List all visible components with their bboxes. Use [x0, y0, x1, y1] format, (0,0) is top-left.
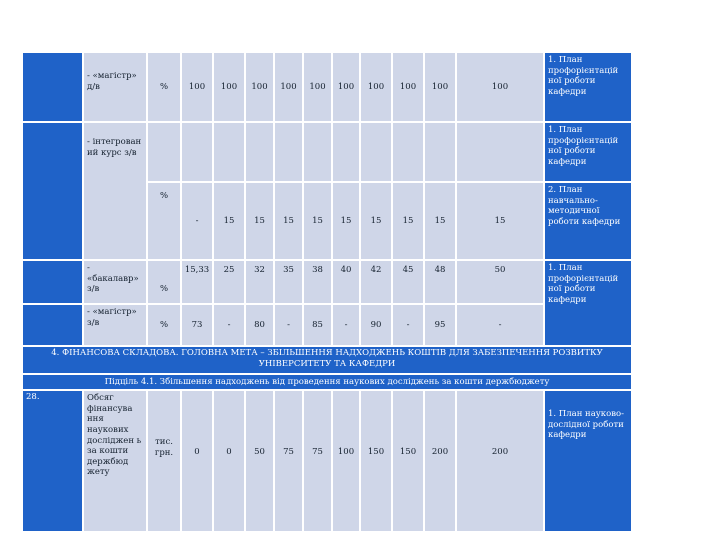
value-text: -	[287, 319, 290, 330]
value-text: 150	[367, 447, 385, 457]
value-cell	[303, 182, 332, 260]
unit-cell	[147, 122, 181, 182]
value-cell	[213, 52, 245, 122]
value-cell	[181, 122, 213, 182]
value-cell	[424, 260, 456, 304]
plan-cell	[544, 52, 632, 122]
value-text: 100	[309, 81, 326, 92]
plan-text: 1. План науково-дослідної роботи кафедри	[548, 409, 624, 441]
value-text: 15	[223, 215, 235, 226]
value-text: 80	[254, 319, 265, 330]
value-text: 38	[312, 265, 323, 275]
value-cell	[181, 182, 213, 260]
value-text: 15	[312, 215, 323, 226]
value-text: 200	[491, 447, 509, 457]
value-cell	[245, 52, 274, 122]
value-text: 45	[402, 265, 414, 275]
value-cell	[424, 52, 456, 122]
value-text: -	[195, 215, 199, 226]
value-cell	[245, 304, 274, 346]
value-text: 50	[494, 265, 506, 275]
number-cell	[22, 304, 83, 346]
value-text: 15	[340, 215, 352, 226]
value-cell	[303, 122, 332, 182]
unit-cell	[147, 390, 181, 532]
value-text: 150	[399, 447, 417, 457]
value-cell	[360, 122, 392, 182]
unit-cell	[147, 52, 181, 122]
unit-text: %	[159, 81, 169, 92]
plan-cell	[544, 260, 632, 346]
value-text: 85	[312, 319, 323, 330]
value-cell	[303, 52, 332, 122]
value-cell	[303, 260, 332, 304]
value-cell	[424, 182, 456, 260]
value-text: 0	[194, 447, 200, 457]
unit-cell	[147, 260, 181, 304]
value-cell	[181, 52, 213, 122]
indicator-label	[83, 52, 147, 122]
number-cell	[22, 390, 83, 532]
value-cell	[392, 52, 424, 122]
value-cell	[456, 260, 544, 304]
value-cell	[332, 122, 360, 182]
value-text: 95	[434, 319, 446, 330]
value-text: 50	[254, 447, 265, 457]
value-cell	[392, 260, 424, 304]
value-text: 15,33	[184, 265, 210, 275]
plan-text: 2. План навчально-методичної роботи кафедри	[548, 185, 621, 227]
value-text: 100	[399, 81, 417, 92]
value-text: 32	[254, 265, 265, 275]
value-text: 100	[491, 81, 509, 92]
value-text: 100	[220, 81, 238, 92]
value-cell	[360, 390, 392, 532]
unit-cell	[147, 304, 181, 346]
value-text: 42	[370, 265, 382, 275]
indicator-label-text: Обсяг фінансува ння наукових досліджен ь за кошти держбюд жету	[87, 393, 142, 478]
value-text: 75	[283, 447, 294, 457]
section-title: 4. ФІНАНСОВА СКЛАДОВА. ГОЛОВНА МЕТА – ЗБІЛЬШЕННЯ НАДХОДЖЕНЬ КОШТІВ ДЛЯ ЗАБЕЗПЕЧЕННЯ РОЗВИТКУ УНІВЕРСИТЕТУ ТА КАФЕДРИ	[51, 348, 603, 369]
value-text: -	[227, 319, 231, 330]
value-text: 90	[370, 319, 382, 330]
value-text: 15	[283, 215, 294, 226]
value-text: 100	[188, 81, 206, 92]
value-cell	[245, 182, 274, 260]
value-cell	[456, 390, 544, 532]
value-cell	[332, 260, 360, 304]
value-cell	[274, 260, 303, 304]
value-cell	[360, 304, 392, 346]
value-cell	[392, 390, 424, 532]
value-cell	[360, 52, 392, 122]
value-cell	[332, 182, 360, 260]
value-cell	[213, 182, 245, 260]
indicator-label	[83, 390, 147, 532]
indicator-label-text: - «магістр» д/в	[87, 71, 137, 92]
value-cell	[424, 304, 456, 346]
indicator-label-text: - інтегрован ий курс з/в	[87, 137, 142, 158]
plan-cell	[544, 182, 632, 260]
value-cell	[360, 182, 392, 260]
value-text: 100	[367, 81, 385, 92]
plan-text: 1. План профорієнтацій ної роботи кафедри	[548, 55, 619, 97]
value-cell	[274, 182, 303, 260]
value-cell	[456, 304, 544, 346]
plan-cell	[544, 122, 632, 182]
value-cell	[456, 182, 544, 260]
value-text: 48	[434, 265, 446, 275]
value-cell	[274, 304, 303, 346]
unit-text: тис. грн.	[154, 437, 174, 458]
value-cell	[181, 260, 213, 304]
number-cell	[22, 122, 83, 260]
indicator-label	[83, 122, 147, 260]
value-text: 35	[283, 265, 294, 275]
value-cell	[360, 260, 392, 304]
value-text: 15	[494, 215, 506, 226]
value-text: 100	[280, 81, 297, 92]
value-text: 100	[431, 81, 449, 92]
value-cell	[424, 390, 456, 532]
value-text: 15	[370, 215, 382, 226]
value-text: 200	[431, 447, 449, 457]
value-cell	[213, 260, 245, 304]
unit-text: %	[159, 319, 169, 330]
plan-text: 1. План профорієнтацій ної роботи кафедри	[548, 263, 619, 305]
value-text: 75	[312, 447, 323, 457]
value-cell	[424, 122, 456, 182]
value-text: 25	[223, 265, 235, 275]
indicator-label	[83, 260, 147, 304]
value-text: 100	[337, 447, 355, 457]
plan-cell	[544, 390, 632, 532]
indicator-label-text: - «магістр» з/в	[87, 307, 137, 328]
value-text: 73	[191, 319, 203, 330]
unit-text: %	[159, 191, 169, 201]
value-cell	[332, 390, 360, 532]
value-text: 15	[254, 215, 265, 226]
number-cell	[22, 260, 83, 304]
value-cell	[392, 304, 424, 346]
number-cell	[22, 390, 83, 410]
value-cell	[181, 304, 213, 346]
value-cell	[303, 304, 332, 346]
value-cell	[245, 390, 274, 532]
value-text: 100	[251, 81, 268, 92]
value-cell	[303, 390, 332, 532]
value-text: -	[344, 319, 348, 330]
value-text: 15	[434, 215, 446, 226]
unit-text: %	[159, 284, 169, 295]
value-cell	[392, 182, 424, 260]
value-text: -	[406, 319, 410, 330]
indicator-label-text: - «бакалавр» з/в	[87, 263, 139, 295]
value-cell	[392, 122, 424, 182]
value-cell	[245, 260, 274, 304]
unit-cell	[147, 182, 181, 260]
indicator-label	[83, 304, 147, 346]
value-cell	[213, 122, 245, 182]
value-text: 100	[337, 81, 355, 92]
value-text: 15	[402, 215, 414, 226]
number-cell	[22, 52, 83, 122]
value-cell	[332, 304, 360, 346]
value-cell	[456, 52, 544, 122]
row-number: 28.	[26, 392, 40, 402]
value-cell	[274, 52, 303, 122]
value-text: 0	[226, 447, 232, 457]
plan-text: 1. План профорієнтацій ної роботи кафедри	[548, 125, 619, 167]
value-cell	[213, 304, 245, 346]
value-text: 40	[340, 265, 352, 275]
value-cell	[274, 122, 303, 182]
value-text: -	[498, 319, 502, 330]
value-cell	[181, 390, 213, 532]
value-cell	[274, 390, 303, 532]
value-cell	[245, 122, 274, 182]
subsection-title: Підціль 4.1. Збільшення надходжень від проведення наукових досліджень за кошти держбюджету	[104, 377, 550, 387]
value-cell	[213, 390, 245, 532]
value-cell	[332, 52, 360, 122]
value-cell	[456, 122, 544, 182]
